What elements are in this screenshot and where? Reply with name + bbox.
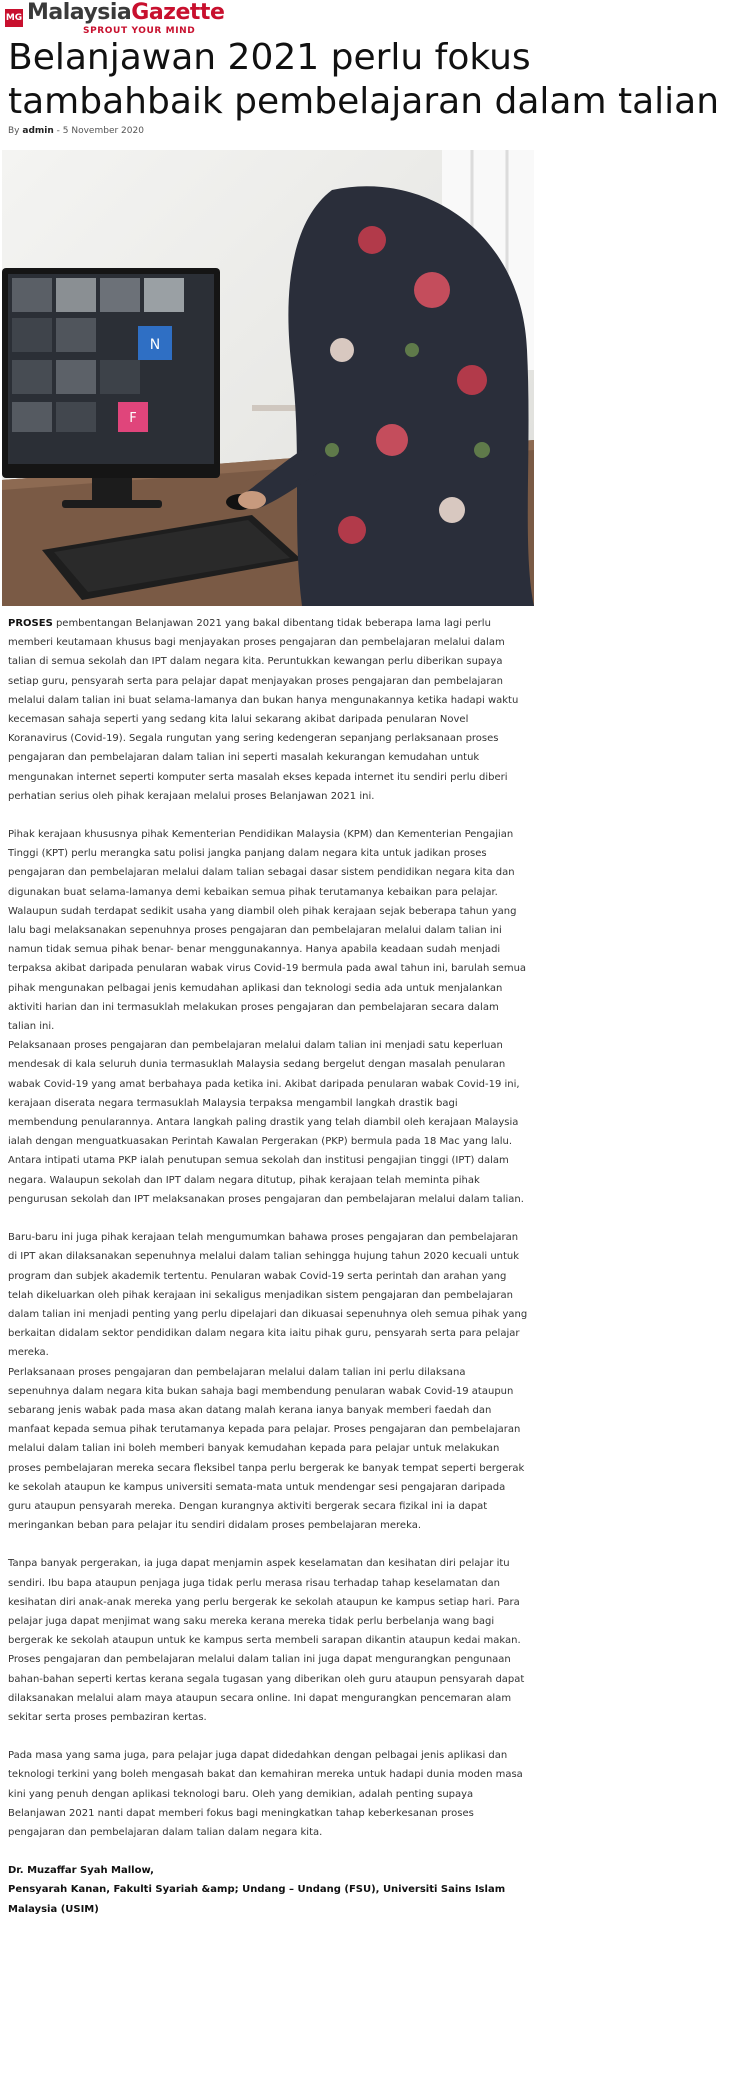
article-paragraph-7: Pada masa yang sama juga, para pelajar juga dapat didedahkan dengan pelbagai jenis aplikasi dan teknologi terkini yang boleh mengasah bakat dan kemahiran mereka untuk hadapi dunia moden masa kini yang penuh dengan aplikasi teknologi baru. Oleh yang demikian, adalah penting supaya Belanjawan 2021 nanti dapat memberi fokus bagi meningkatkan tahap keberkesanan proses pengajaran dan pembelajaran dalam talian dalam negara kita. (8, 1750, 523, 1838)
paragraph-1-text: pembentangan Belanjawan 2021 yang bakal dibentang tidak beberapa lama lagi perlu memberi keutamaan khusus bagi menjayakan proses pengajaran dan pembelajaran melalui dalam talian di semua sekolah dan IPT dalam negara kita. Peruntukkan kewangan perlu diberikan supaya setiap guru, pensyarah serta para pelajar dapat menjayakan proses pengajaran dan pembelajaran melalui dalam talian ini buat selama-lamanya dan bukan hanya mengunakannya ketika hadapi waktu kecemasan sahaja seperti yang sedang kita lalui sekarang akibat daripada penularan Novel Koranavirus (Covid-19). Segala rungutan yang sering kedengeran sepanjang perlaksanaan proses pengajaran dan pembelajaran dalam talian ini seperti masalah kekurangan kemudahan untuk mengunakan internet seperti komputer serta masalah ekses kepada internet itu sendiri perlu diberi perhatian serius oleh pihak kerajaan melalui proses Belanjawan 2021 ini. (8, 618, 519, 802)
logo-name-gazette: Gazette (131, 0, 225, 25)
author-link[interactable]: admin (22, 126, 54, 136)
hero-image (2, 150, 534, 606)
logo-mark: MG (5, 9, 23, 27)
logo-name-malaysia: Malaysia (27, 0, 132, 25)
article-title: Belanjawan 2021 perlu fokus tambahbaik pembelajaran dalam talian (8, 37, 720, 122)
logo-name (27, 0, 224, 25)
lead-word: PROSES (8, 618, 53, 629)
author-role: Pensyarah Kanan, Fakulti Syariah &amp; Undang – Undang (FSU), Universiti Sains Islam Malaysia (USIM) (8, 1884, 506, 1915)
byline-prefix: By (8, 126, 20, 136)
article-paragraph-1 (8, 614, 528, 806)
screen-tile-f: F (129, 411, 137, 426)
article-paragraph-5: Perlaksanaan proses pengajaran dan pembelajaran melalui dalam talian ini perlu dilaksana sepenuhnya dalam negara kita bukan sahaja bagi membendung penularan wabak Covid-19 ataupun sebarang jenis wabak pada masa akan datang malah kerana ianya banyak memberi faedah dan manfaat kepada semua pihak terutamanya kepada para pelajar. Proses pengajaran dan pembelajaran melalui dalam talian ini boleh memberi banyak kemudahan kepada para pelajar untuk melakukan proses pembelajaran mereka secara fleksibel tanpa perlu bergerak ke banyak tempat seperti bergerak ke sekolah ataupun ke kampus universiti semata-mata untuk mendengar sesi pengajaran daripada guru ataupun pensyarah mereka. Dengan kurangnya aktiviti bergerak secara fizikal ini ia dapat meringankan beban para pelajar itu sendiri didalam proses pembelajaran mereka. (8, 1366, 525, 1532)
logo-tagline: SPROUT YOUR MIND (83, 26, 196, 36)
screen-tile-n: N (149, 337, 161, 353)
site-logo[interactable] (5, 2, 241, 34)
byline-separator: - (56, 126, 60, 136)
article-body (8, 614, 528, 1919)
article-paragraph-6: Tanpa banyak pergerakan, ia juga dapat menjamin aspek keselamatan dan kesihatan diri pelajar itu sendiri. Ibu bapa ataupun penjaga juga tidak perlu merasa risau terhadap tahap keselamatan dan kesihatan diri anak-anak mereka yang perlu bergerak ke sekolah ataupun ke kampus setiap hari. Para pelajar juga dapat menjimat wang saku mereka kerana mereka tidak perlu berbelanja wang bagi bergerak ke sekolah ataupun untuk ke kampus serta membeli sarapan dikantin ataupun kedai makan. Proses pengajaran dan pembelajaran melalui dalam talian ini juga dapat mengurangkan pengunaan bahan-bahan seperti kertas kerana segala tugasan yang diberikan oleh guru ataupun pensyarah dapat dilaksanakan melalui alam maya ataupun secara online. Ini dapat mengurangkan pencemaran alam sekitar serta proses pembaziran kertas. (8, 1558, 525, 1723)
article-byline (8, 126, 144, 136)
article-paragraph-3: Pelaksanaan proses pengajaran dan pembelajaran melalui dalam talian ini menjadi satu keperluan mendesak di kala seluruh dunia termasuklah Malaysia sedang bergelut dengan masalah penularan wabak Covid-19 yang amat berbahaya pada ketika ini. Akibat daripada penularan wabak Covid-19 ini, kerajaan diserata negara termasuklah Malaysia terpaksa mengambil langkah drastik bagi membendung penularannya. Antara langkah paling drastik yang telah diambil oleh kerajaan Malaysia ialah dengan menguatkuasakan Perintah Kawalan Pergerakan (PKP) bermula pada 18 Mac yang lalu. Antara intipati utama PKP ialah penutupan semua sekolah dan institusi pengajian tinggi (IPT) dalam negara. Walaupun sekolah dan IPT dalam negara ditutup, pihak kerajaan telah meminta pihak pengurusan sekolah dan IPT melaksanakan proses pengajaran dan pembelajaran melalui dalam talian. (8, 1040, 524, 1205)
logo-wordmark (27, 0, 224, 36)
article-date: 5 November 2020 (62, 126, 144, 136)
author-name: Dr. Muzaffar Syah Mallow, (8, 1865, 154, 1877)
article-paragraph-2: Pihak kerajaan khususnya pihak Kementerian Pendidikan Malaysia (KPM) dan Kementerian Pengajian Tinggi (KPT) perlu merangka satu polisi jangka panjang dalam negara kita untuk jadikan proses pengajaran dan pembelajaran melalui dalam talian sebagai dasar sistem pendidikan negara kita dan digunakan buat selama-lamanya demi kebaikan semua pihak terutamanya kebaikan para pelajar. Walaupun sudah terdapat sedikit usaha yang diambil oleh pihak kerajaan sejak beberapa tahun yang lalu bagi melaksanakan sepenuhnya proses pengajaran dan pembelajaran melalui dalam talian ini namun tidak semua pihak benar- benar menggunakannya. Hanya apabila keadaan sudah menjadi terpaksa akibat daripada penularan wabak virus Covid-19 bermula pada awal tahun ini, barulah semua pihak mengunakan pelbagai jenis kemudahan aplikasi dan teknologi sedia ada untuk menjalankan aktiviti harian dan ini termasuklah melakukan proses pengajaran dan pembelajaran secara dalam talian ini. (8, 829, 527, 1033)
hero-illustration (2, 150, 534, 606)
article-paragraph-4: Baru-baru ini juga pihak kerajaan telah mengumumkan bahawa proses pengajaran dan pembelajaran di IPT akan dilaksanakan sepenuhnya melalui dalam talian sehingga hujung tahun 2020 kecuali untuk program dan subjek akademik tertentu. Penularan wabak Covid-19 serta perintah dan arahan yang telah dikeluarkan oleh pihak kerajaan ini sekaligus menjadikan sistem pengajaran dan pembelajaran dalam talian ini menjadi penting yang perlu dipelajari dan dikuasai sepenuhnya oleh semua pihak yang berkaitan didalam sektor pendidikan dalam negara kita iaitu pihak guru, pensyarah serta para pelajar mereka. (8, 1232, 528, 1359)
